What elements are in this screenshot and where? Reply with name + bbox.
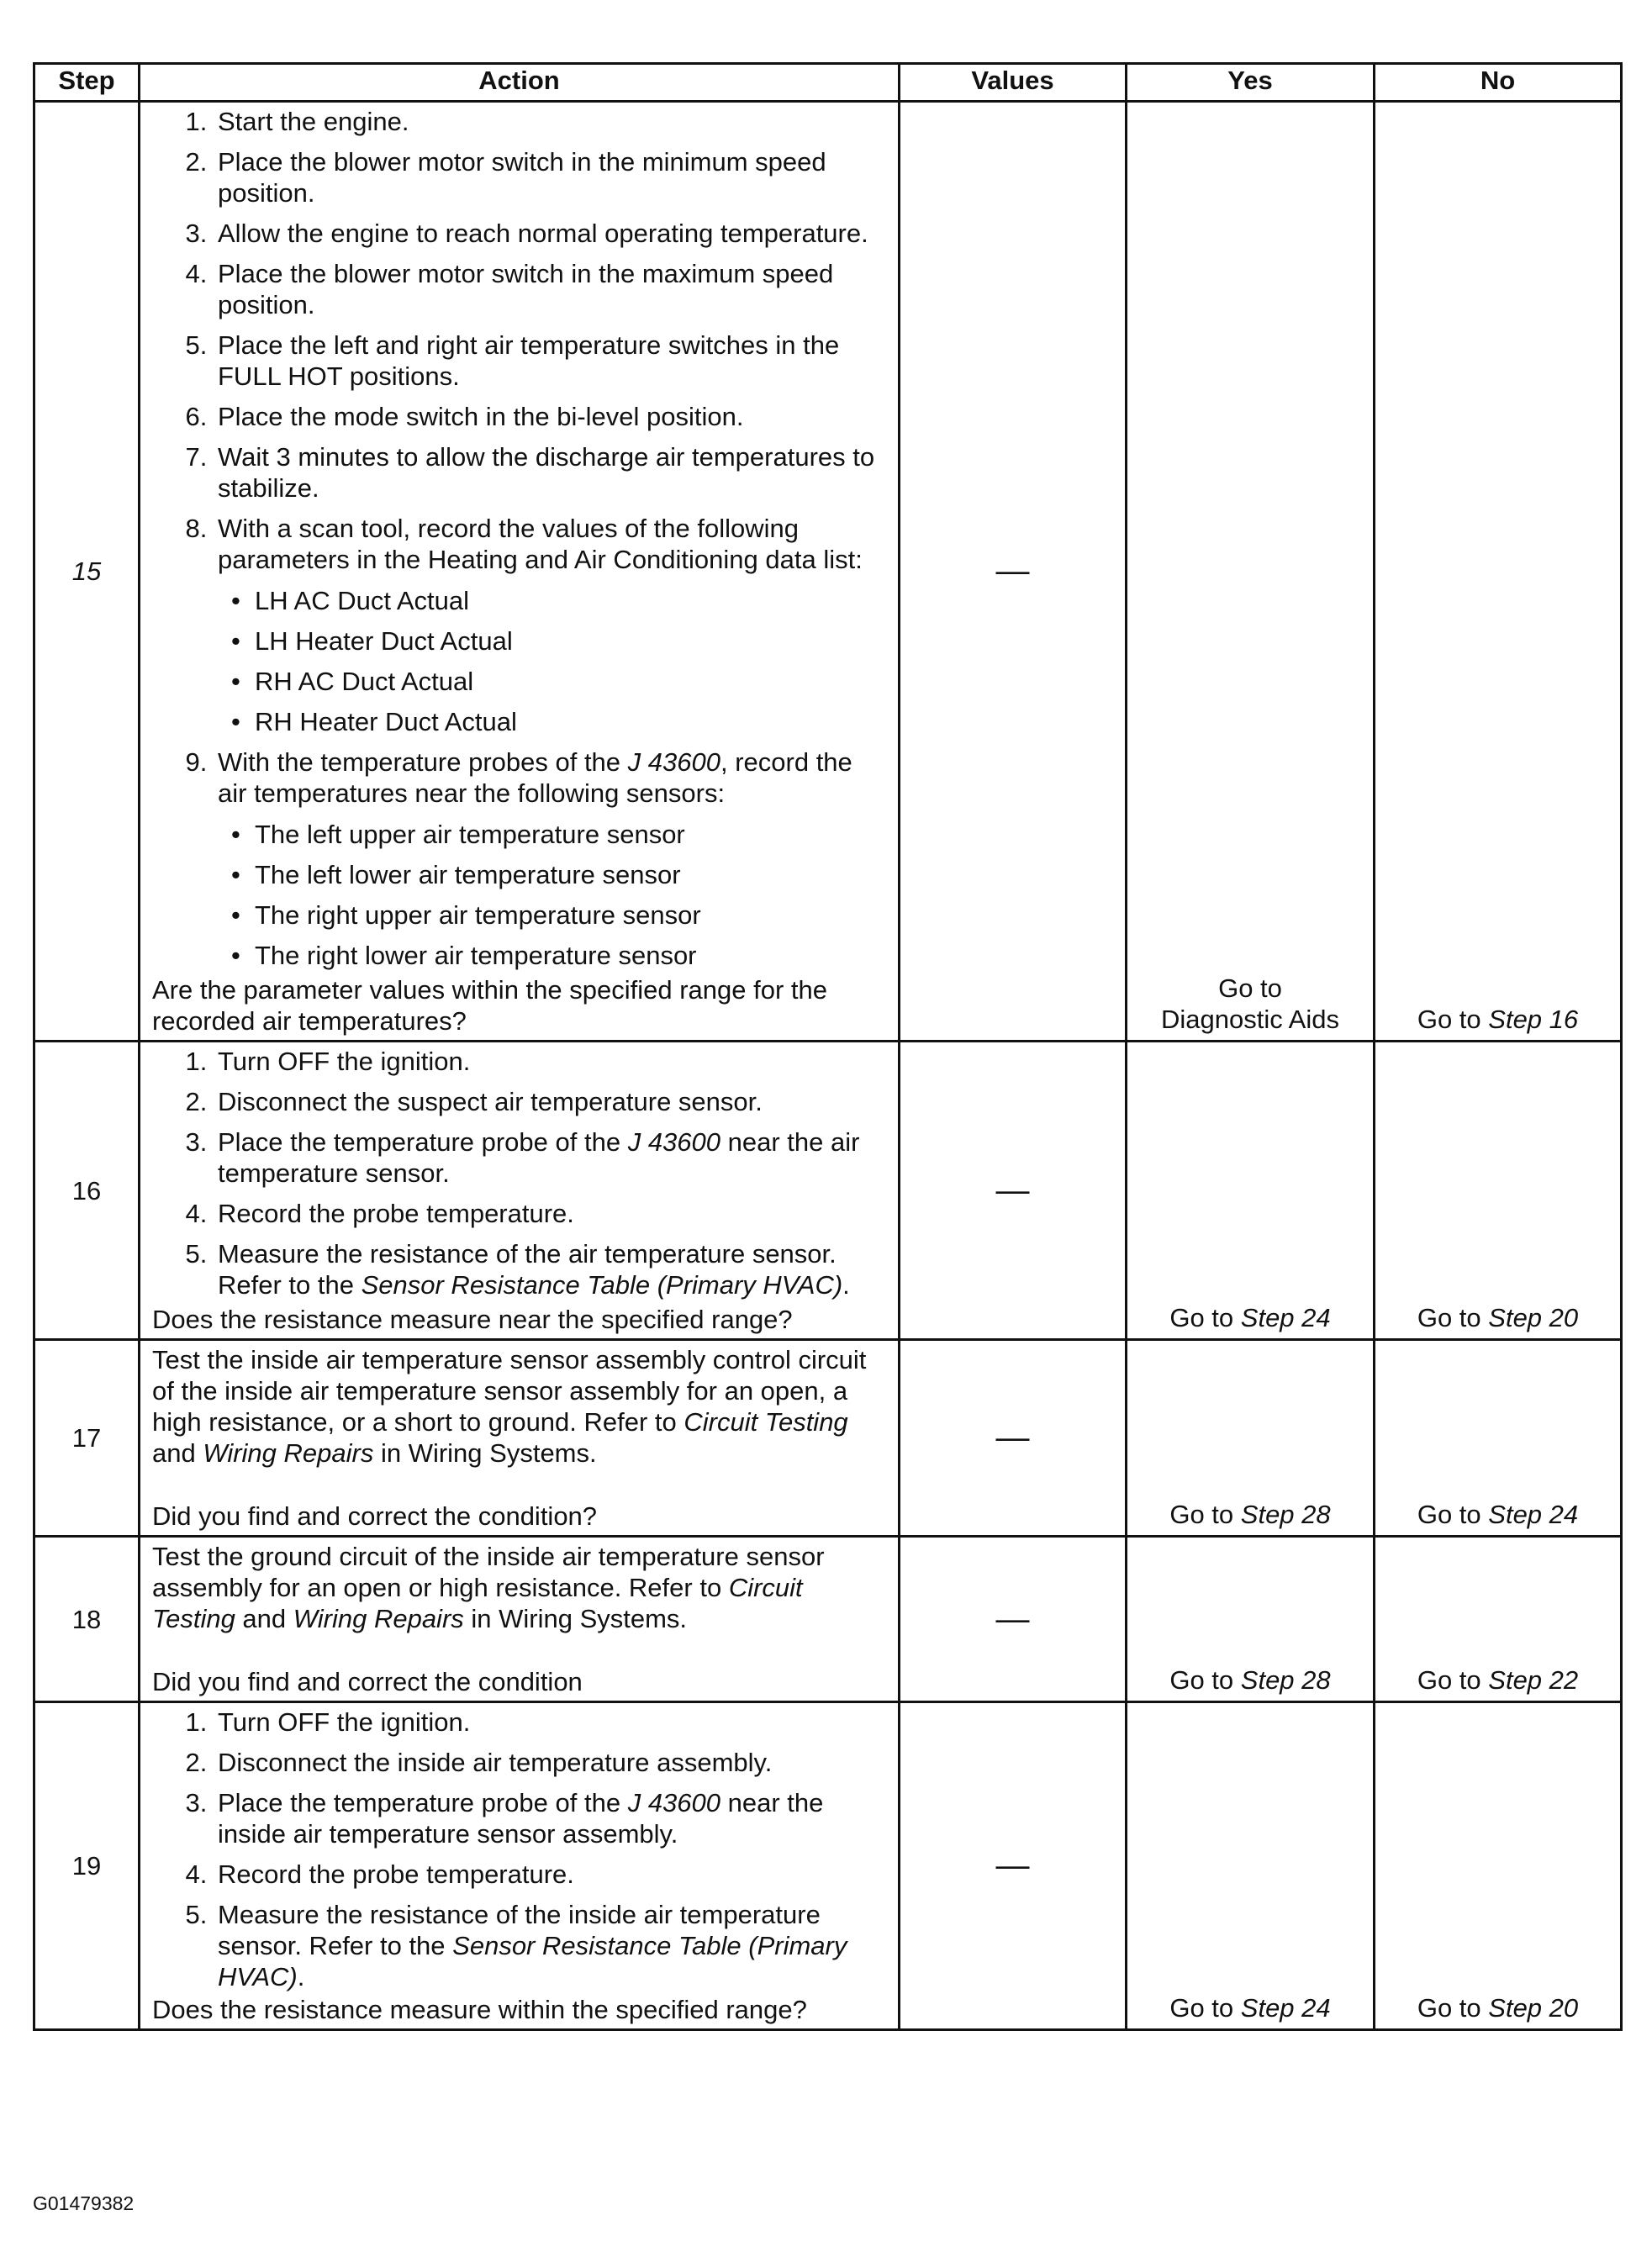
diagnostic-table xyxy=(33,62,1623,2031)
no-cell: Go to Step 16 xyxy=(1375,102,1622,1042)
table-row-step-18 xyxy=(34,1537,1622,1702)
doc-ref: Wiring Repairs xyxy=(293,1604,464,1633)
values-cell: — xyxy=(900,1340,1127,1537)
tool-ref: J 43600 xyxy=(627,747,720,777)
step-ref: Step 22 xyxy=(1488,1665,1579,1695)
table-row-step-15 xyxy=(34,102,1622,1042)
yes-cell: Go to Step 24 xyxy=(1127,1702,1375,2030)
header-row xyxy=(34,64,1622,102)
table-ref: Sensor Resistance Table (Primary HVAC) xyxy=(361,1270,843,1300)
header-action: Action xyxy=(140,64,900,102)
action-cell xyxy=(140,102,900,1042)
action-text: Test the inside air temperature sensor assembly control circuit of the inside air temperature sensor assembly for an open, a high resistance, or a short to ground. Refer to Circuit Testing and Wiring Repairs in Wiring Systems. xyxy=(152,1345,867,1468)
no-cell: Go to Step 20 xyxy=(1375,1702,1622,2030)
step-number: 17 xyxy=(34,1340,140,1537)
figure-id: G01479382 xyxy=(33,2192,135,2214)
action-item: 3. Place the temperature probe of the J 43600 near the inside air temperature sensor assembly. xyxy=(214,1787,886,1849)
header-yes: Yes xyxy=(1127,64,1375,102)
diagnostic-aids-ref: Diagnostic Aids xyxy=(1161,1005,1339,1034)
question-text: Does the resistance measure within the specified range? xyxy=(152,1995,807,2024)
tool-ref: J 43600 xyxy=(627,1127,721,1157)
list-item: • RH Heater Duct Actual xyxy=(251,706,886,737)
list-item: • RH AC Duct Actual xyxy=(251,666,886,697)
action-item: 3. Place the temperature probe of the J 43600 near the air temperature sensor. xyxy=(214,1126,886,1189)
table-row-step-16 xyxy=(34,1042,1622,1340)
action-item: 6. Place the mode switch in the bi-level position. xyxy=(214,401,886,432)
action-item: 5. Measure the resistance of the inside air temperature sensor. Refer to the Sensor Resistance Table (Primary HVAC). xyxy=(214,1899,886,1992)
question-text: Does the resistance measure near the specified range? xyxy=(152,1305,793,1334)
list-item: • The right lower air temperature sensor xyxy=(251,940,886,971)
table-row-step-19 xyxy=(34,1702,1622,2030)
header-no: No xyxy=(1375,64,1622,102)
action-cell xyxy=(140,1537,900,1702)
action-item: 9. With the temperature probes of the J 43600, record the air temperatures near the following sensors: • The left upper air temperature sensor • The left lower air temperature sensor • The right upper air temperature sensor • The right lower air temperature sensor xyxy=(214,746,886,971)
action-item: 4. Record the probe temperature. xyxy=(214,1859,886,1890)
tool-ref: J 43600 xyxy=(627,1788,721,1817)
header-values: Values xyxy=(900,64,1127,102)
action-item: 5. Place the left and right air temperature switches in the FULL HOT positions. xyxy=(214,330,886,392)
action-item: 1. Turn OFF the ignition. xyxy=(214,1706,886,1738)
action-item xyxy=(214,513,886,737)
step-ref: Step 20 xyxy=(1488,1993,1579,2023)
action-item: 5. Measure the resistance of the air temperature sensor. Refer to the Sensor Resistance Table (Primary HVAC). xyxy=(214,1238,886,1300)
step-number: 18 xyxy=(34,1537,140,1702)
step-ref: Step 24 xyxy=(1240,1993,1331,2023)
parameter-list xyxy=(218,585,886,737)
step-number: 19 xyxy=(34,1702,140,2030)
action-item: 2. Disconnect the suspect air temperature sensor. xyxy=(214,1086,886,1117)
no-cell: Go to Step 20 xyxy=(1375,1042,1622,1340)
action-cell xyxy=(140,1340,900,1537)
step-ref: Step 24 xyxy=(1240,1303,1331,1332)
step-ref: Step 28 xyxy=(1240,1665,1331,1695)
step-ref: Step 24 xyxy=(1488,1500,1579,1529)
no-cell: Go to Step 24 xyxy=(1375,1340,1622,1537)
list-item: • The left lower air temperature sensor xyxy=(251,859,886,890)
action-item: 2. Place the blower motor switch in the minimum speed position. xyxy=(214,146,886,208)
yes-cell: Go to Diagnostic Aids xyxy=(1127,102,1375,1042)
yes-cell: Go to Step 28 xyxy=(1127,1340,1375,1537)
action-item-text: With a scan tool, record the values of the following parameters in the Heating and Air Conditioning data list: xyxy=(218,514,863,574)
yes-cell: Go to Step 28 xyxy=(1127,1537,1375,1702)
action-item: 2. Disconnect the inside air temperature assembly. xyxy=(214,1747,886,1778)
question-text: Did you find and correct the condition? xyxy=(152,1501,598,1531)
table-ref: Sensor Resistance Table (Primary HVAC) xyxy=(218,1931,847,1991)
doc-ref: Wiring Repairs xyxy=(203,1438,374,1468)
no-cell: Go to Step 22 xyxy=(1375,1537,1622,1702)
header-step: Step xyxy=(34,64,140,102)
question-text: Are the parameter values within the specified range for the recorded air temperatures? xyxy=(152,975,828,1036)
step-ref: Step 20 xyxy=(1488,1303,1579,1332)
step-number: 16 xyxy=(34,1042,140,1340)
action-item: 1. Turn OFF the ignition. xyxy=(214,1046,886,1077)
action-cell xyxy=(140,1702,900,2030)
step-number: 15 xyxy=(34,102,140,1042)
list-item: • The left upper air temperature sensor xyxy=(251,819,886,850)
yes-cell: Go to Step 24 xyxy=(1127,1042,1375,1340)
list-item: • The right upper air temperature sensor xyxy=(251,899,886,931)
doc-ref: Circuit Testing xyxy=(683,1407,848,1437)
values-cell: — xyxy=(900,1042,1127,1340)
action-item: 1. Start the engine. xyxy=(214,106,886,137)
diagnostic-table-sheet xyxy=(33,62,1620,2031)
values-cell: — xyxy=(900,1537,1127,1702)
values-cell: — xyxy=(900,1702,1127,2030)
action-text: Test the ground circuit of the inside air temperature sensor assembly for an open or high resistance. Refer to Circuit Testing and Wiring Repairs in Wiring Systems. xyxy=(152,1542,825,1633)
sensor-list xyxy=(218,819,886,971)
table-row-step-17 xyxy=(34,1340,1622,1537)
action-item: 7. Wait 3 minutes to allow the discharge air temperatures to stabilize. xyxy=(214,441,886,504)
action-item: 3. Allow the engine to reach normal operating temperature. xyxy=(214,218,886,249)
action-cell xyxy=(140,1042,900,1340)
doc-ref: Circuit Testing xyxy=(152,1573,803,1633)
question-text: Did you find and correct the condition xyxy=(152,1667,583,1696)
action-item: 4. Record the probe temperature. xyxy=(214,1198,886,1229)
step-ref: Step 16 xyxy=(1488,1005,1579,1034)
step-ref: Step 28 xyxy=(1240,1500,1331,1529)
action-item: 4. Place the blower motor switch in the maximum speed position. xyxy=(214,258,886,320)
values-cell: — xyxy=(900,102,1127,1042)
list-item: • LH AC Duct Actual xyxy=(251,585,886,616)
list-item: • LH Heater Duct Actual xyxy=(251,625,886,657)
